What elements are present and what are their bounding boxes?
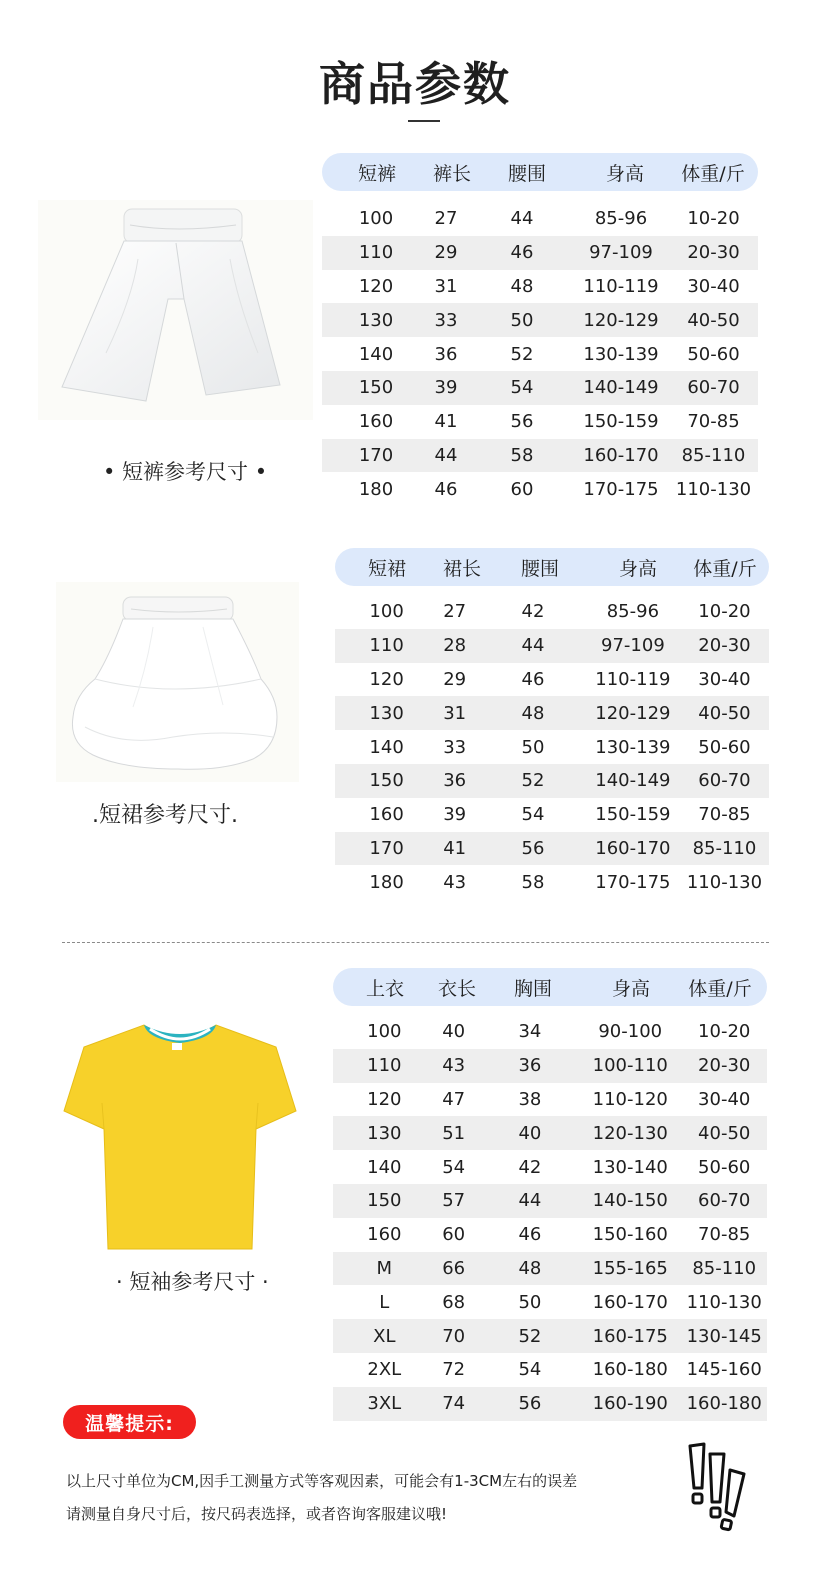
table-cell: 110-130 <box>675 478 752 500</box>
table-row <box>333 1184 767 1218</box>
table-cell: 160-175 <box>592 1325 668 1347</box>
skirt-table-header <box>335 548 769 586</box>
header-cell: 衣长 <box>437 977 476 1000</box>
table-cell: 54 <box>518 1359 542 1381</box>
table-cell: 46 <box>521 668 545 690</box>
header-cell: 身高 <box>618 557 657 580</box>
table-cell: 110-130 <box>686 1291 762 1313</box>
tshirt-size-table <box>333 968 767 1421</box>
table-cell: 60-70 <box>698 770 751 792</box>
table-cell: 160-180 <box>592 1359 668 1381</box>
table-cell: 44 <box>434 444 458 466</box>
table-cell: 110-119 <box>595 668 671 690</box>
table-row <box>322 371 758 405</box>
header-cell: 体重/斤 <box>693 557 757 580</box>
table-cell: 160 <box>367 1224 402 1246</box>
table-cell: 130-140 <box>592 1156 668 1178</box>
table-cell: 160 <box>369 804 404 826</box>
table-cell: 85-110 <box>692 1257 757 1279</box>
shorts-photo <box>38 200 313 420</box>
page-title: 商品参数 <box>319 57 511 111</box>
table-cell: 120 <box>367 1088 402 1110</box>
table-cell: 50 <box>518 1291 542 1313</box>
table-cell: 180 <box>358 478 394 500</box>
table-cell: 110 <box>367 1055 402 1077</box>
header-cell: 腰围 <box>507 162 546 185</box>
table-cell: 44 <box>510 208 534 230</box>
table-row <box>322 236 758 270</box>
table-cell: 60 <box>442 1224 466 1246</box>
skirt-size-table <box>335 548 769 899</box>
table-cell: 100 <box>367 1021 402 1043</box>
table-cell: 66 <box>442 1257 466 1279</box>
exclamation-marks-icon <box>682 1440 752 1540</box>
table-row <box>322 405 758 439</box>
table-cell: 50 <box>521 736 545 758</box>
table-cell: 27 <box>434 208 458 230</box>
table-cell: 56 <box>510 411 534 433</box>
table-cell: 150-160 <box>592 1224 668 1246</box>
table-cell: 120-130 <box>592 1122 668 1144</box>
table-cell: 10-20 <box>698 1021 751 1043</box>
shorts-caption: • 短裤参考尺寸 • <box>103 460 268 484</box>
table-cell: 30-40 <box>698 668 751 690</box>
table-cell: 39 <box>443 804 467 826</box>
header-cell: 上衣 <box>365 977 404 1000</box>
table-cell: 150 <box>369 770 404 792</box>
table-cell: 50 <box>510 309 534 331</box>
table-cell: 58 <box>521 871 545 893</box>
table-cell: 70-85 <box>687 411 740 433</box>
table-cell: 29 <box>434 242 458 264</box>
table-cell: 130-145 <box>686 1325 762 1347</box>
table-cell: 42 <box>518 1156 542 1178</box>
table-cell: 54 <box>510 377 534 399</box>
tip-line-1: 以上尺寸单位为CM,因手工测量方式等客观因素，可能会有1-3CM左右的误差 <box>66 1472 578 1490</box>
table-cell: 31 <box>443 702 467 724</box>
table-cell: 40-50 <box>698 702 751 724</box>
table-cell: 130-139 <box>583 343 659 365</box>
skirt-photo <box>56 582 299 782</box>
table-cell: 85-96 <box>606 601 660 623</box>
table-cell: 120-129 <box>583 309 659 331</box>
table-cell: 30-40 <box>698 1088 751 1110</box>
skirt-table-body <box>335 595 769 899</box>
shorts-table-body <box>322 202 758 506</box>
table-row <box>333 1049 767 1083</box>
table-cell: 42 <box>521 601 545 623</box>
tip-badge: 温馨提示: <box>63 1405 196 1439</box>
table-cell: 40-50 <box>687 309 740 331</box>
table-cell: 140 <box>367 1156 402 1178</box>
table-row <box>335 865 769 899</box>
table-cell: 120 <box>369 668 404 690</box>
table-cell: 150-159 <box>595 804 671 826</box>
table-cell: 47 <box>442 1088 466 1110</box>
table-row <box>333 1353 767 1387</box>
tshirt-photo <box>62 1003 298 1255</box>
table-cell: 51 <box>442 1122 466 1144</box>
table-cell: 56 <box>518 1393 542 1415</box>
table-cell: 41 <box>434 411 458 433</box>
tshirt-table-body <box>333 1015 767 1421</box>
table-cell: 10-20 <box>687 208 740 230</box>
table-cell: 160-170 <box>592 1291 668 1313</box>
table-cell: 140 <box>358 343 394 365</box>
table-cell: 48 <box>521 702 545 724</box>
table-row <box>322 439 758 473</box>
tshirt-illustration <box>62 1003 298 1255</box>
table-row <box>335 663 769 697</box>
table-cell: 52 <box>510 343 534 365</box>
table-cell: 130 <box>369 702 404 724</box>
header-cell: 裤长 <box>432 162 471 185</box>
table-cell: 50-60 <box>687 343 740 365</box>
table-cell: 3XL <box>367 1393 402 1415</box>
table-cell: 27 <box>443 601 467 623</box>
table-cell: 140-150 <box>592 1190 668 1212</box>
table-cell: 54 <box>521 804 545 826</box>
table-cell: 150 <box>367 1190 402 1212</box>
table-cell: 130-139 <box>595 736 671 758</box>
table-cell: 110-119 <box>583 275 659 297</box>
table-cell: 85-96 <box>594 208 648 230</box>
table-row <box>322 472 758 506</box>
table-cell: 46 <box>434 478 458 500</box>
table-cell: 110 <box>369 635 404 657</box>
title-divider <box>408 120 440 122</box>
table-cell: 48 <box>510 275 534 297</box>
table-cell: 110-120 <box>592 1088 668 1110</box>
table-cell: 40 <box>442 1021 466 1043</box>
table-cell: 40 <box>518 1122 542 1144</box>
table-cell: 70-85 <box>698 1224 751 1246</box>
table-cell: 74 <box>442 1393 466 1415</box>
table-cell: 120 <box>358 275 394 297</box>
table-cell: 36 <box>443 770 467 792</box>
table-cell: 31 <box>434 275 458 297</box>
table-cell: 58 <box>510 444 534 466</box>
skirt-caption: .短裙参考尺寸. <box>92 803 238 828</box>
table-row <box>335 629 769 663</box>
table-cell: 2XL <box>367 1359 402 1381</box>
table-row <box>335 798 769 832</box>
table-cell: 60-70 <box>687 377 740 399</box>
header-cell: 体重/斤 <box>688 977 752 1000</box>
table-cell: 100 <box>358 208 394 230</box>
header-cell: 身高 <box>611 977 650 1000</box>
table-cell: 34 <box>518 1021 542 1043</box>
table-cell: 46 <box>518 1224 542 1246</box>
table-cell: 54 <box>442 1156 466 1178</box>
table-row <box>333 1015 767 1049</box>
table-cell: M <box>376 1257 393 1279</box>
table-row <box>322 337 758 371</box>
table-cell: 97-109 <box>601 635 665 657</box>
table-cell: 52 <box>521 770 545 792</box>
table-cell: 38 <box>518 1088 542 1110</box>
table-cell: 97-109 <box>589 242 653 264</box>
table-row <box>333 1218 767 1252</box>
table-cell: 44 <box>518 1190 542 1212</box>
table-row <box>335 730 769 764</box>
table-cell: 85-110 <box>692 837 757 859</box>
table-cell: 110-130 <box>686 871 763 893</box>
header-cell: 腰围 <box>520 557 559 580</box>
table-cell: 100 <box>369 601 404 623</box>
table-cell: 72 <box>442 1359 466 1381</box>
table-cell: 20-30 <box>698 1055 751 1077</box>
table-cell: 36 <box>518 1055 542 1077</box>
table-cell: XL <box>373 1325 396 1347</box>
table-cell: 44 <box>521 635 545 657</box>
table-cell: 40-50 <box>698 1122 751 1144</box>
header-cell: 短裙 <box>367 557 406 580</box>
table-cell: 70 <box>442 1325 466 1347</box>
table-cell: 48 <box>518 1257 542 1279</box>
table-cell: 36 <box>434 343 458 365</box>
table-cell: 170-175 <box>583 478 659 500</box>
skirt-illustration <box>63 587 293 777</box>
table-cell: 50-60 <box>698 736 751 758</box>
table-cell: 56 <box>521 837 545 859</box>
table-cell: 170 <box>358 444 394 466</box>
table-cell: 43 <box>442 1055 466 1077</box>
table-cell: 130 <box>358 309 394 331</box>
table-row <box>322 202 758 236</box>
table-row <box>322 270 758 304</box>
table-cell: 50-60 <box>698 1156 751 1178</box>
header-cell: 裙长 <box>442 557 481 580</box>
shorts-illustration <box>46 203 306 418</box>
table-cell: 100-110 <box>592 1055 668 1077</box>
table-cell: 170 <box>369 837 404 859</box>
shorts-table-header <box>322 153 758 191</box>
table-row <box>333 1150 767 1184</box>
table-row <box>322 303 758 337</box>
table-cell: 180 <box>369 871 404 893</box>
table-cell: 160-180 <box>686 1393 762 1415</box>
table-cell: 60-70 <box>698 1190 751 1212</box>
tip-line-2: 请测量自身尺寸后，按尺码表选择，或者咨询客服建议哦! <box>66 1505 448 1523</box>
table-cell: 41 <box>443 837 467 859</box>
table-cell: 140 <box>369 736 404 758</box>
table-cell: 10-20 <box>698 601 751 623</box>
table-cell: 145-160 <box>686 1359 762 1381</box>
table-cell: 33 <box>443 736 467 758</box>
table-row <box>335 832 769 866</box>
table-row <box>333 1116 767 1150</box>
table-cell: 90-100 <box>598 1021 663 1043</box>
table-row <box>335 595 769 629</box>
table-row <box>333 1319 767 1353</box>
table-cell: 39 <box>434 377 458 399</box>
table-cell: 170-175 <box>595 871 671 893</box>
table-row <box>333 1285 767 1319</box>
table-cell: 140-149 <box>595 770 671 792</box>
table-cell: 120-129 <box>595 702 671 724</box>
tshirt-table-header <box>333 968 767 1006</box>
table-cell: 150 <box>358 377 394 399</box>
header-cell: 身高 <box>605 162 644 185</box>
table-cell: 57 <box>442 1190 466 1212</box>
tshirt-caption: · 短袖参考尺寸 · <box>116 1270 269 1294</box>
table-cell: 52 <box>518 1325 542 1347</box>
table-cell: 20-30 <box>698 635 751 657</box>
table-cell: 160-190 <box>592 1393 668 1415</box>
section-divider <box>62 942 769 943</box>
table-cell: 160-170 <box>583 444 659 466</box>
table-cell: 46 <box>510 242 534 264</box>
table-cell: 160 <box>358 411 394 433</box>
table-cell: 160-170 <box>595 837 671 859</box>
header-cell: 胸围 <box>513 977 552 1000</box>
table-cell: 155-165 <box>592 1257 668 1279</box>
table-cell: 68 <box>442 1291 466 1313</box>
table-row <box>333 1083 767 1117</box>
table-cell: 30-40 <box>687 275 740 297</box>
shorts-size-table <box>322 153 758 506</box>
table-cell: 110 <box>358 242 394 264</box>
table-cell: 20-30 <box>687 242 740 264</box>
table-cell: 60 <box>510 478 534 500</box>
header-cell: 体重/斤 <box>681 162 745 185</box>
table-row <box>335 764 769 798</box>
table-cell: 43 <box>443 871 467 893</box>
table-row <box>333 1252 767 1286</box>
table-cell: 70-85 <box>698 804 751 826</box>
table-cell: 140-149 <box>583 377 659 399</box>
table-cell: 28 <box>443 635 467 657</box>
header-cell: 短裤 <box>357 162 396 185</box>
table-cell: 130 <box>367 1122 402 1144</box>
table-cell: 29 <box>443 668 467 690</box>
table-row <box>333 1387 767 1421</box>
table-row <box>335 696 769 730</box>
table-cell: 33 <box>434 309 458 331</box>
table-cell: 85-110 <box>681 444 746 466</box>
table-cell: L <box>379 1291 390 1313</box>
table-cell: 150-159 <box>583 411 659 433</box>
